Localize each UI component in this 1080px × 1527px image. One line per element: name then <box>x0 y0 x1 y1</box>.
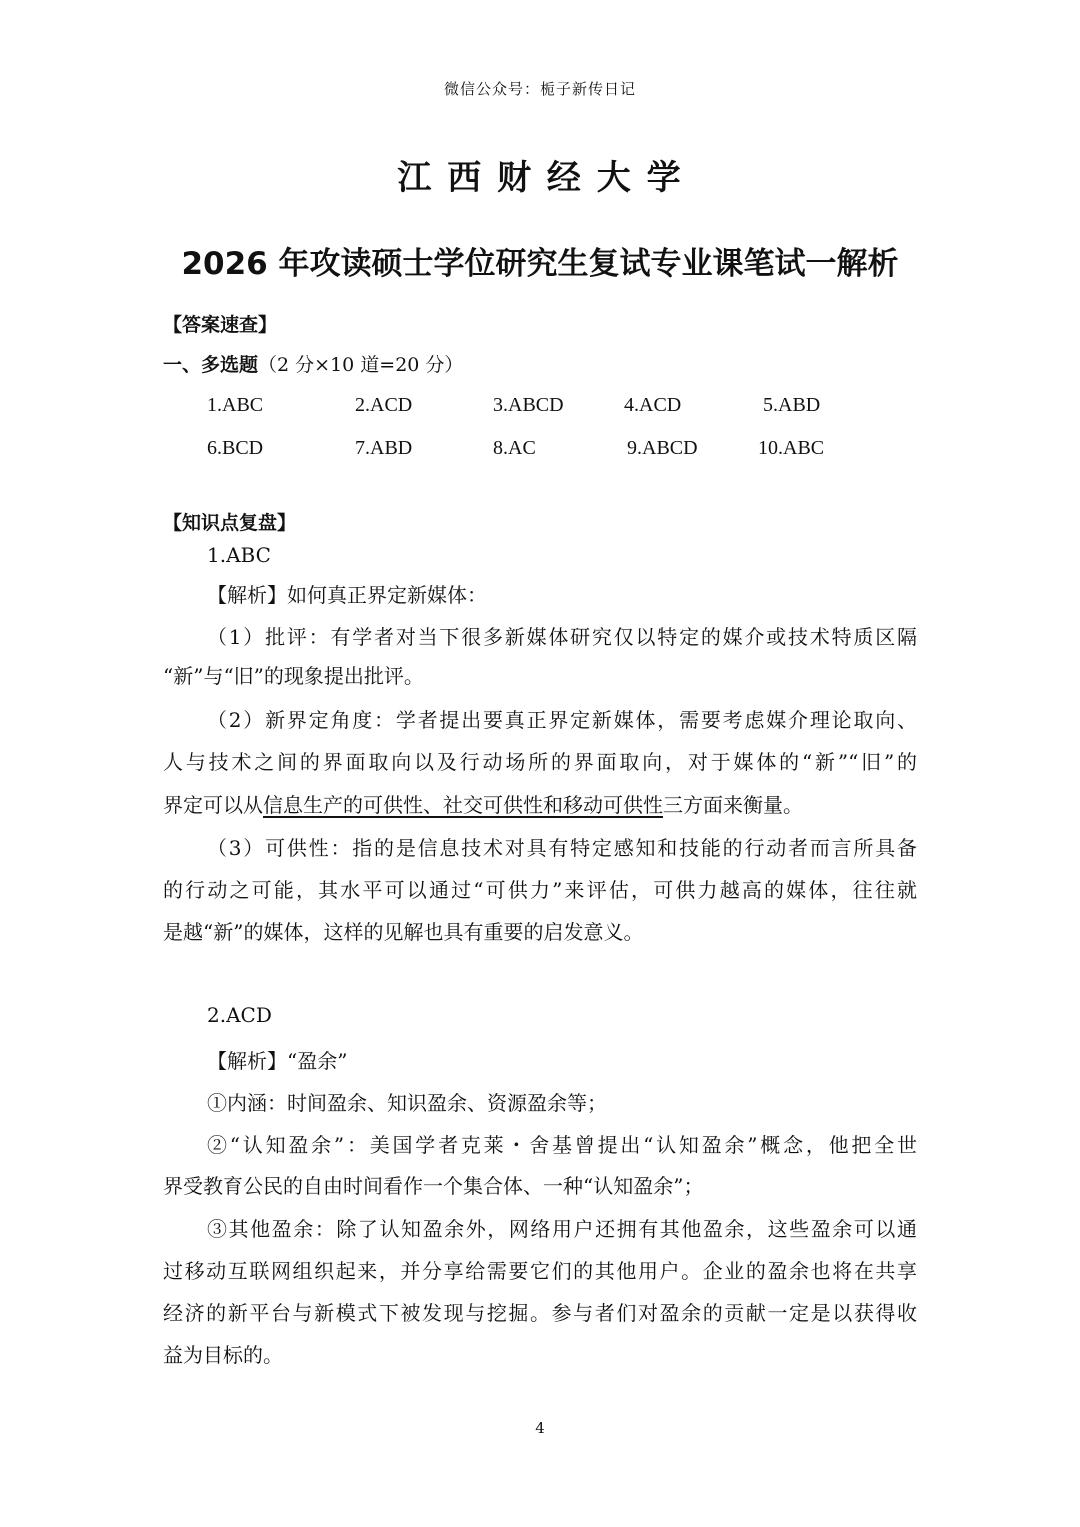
answers-heading: 【答案速查】 <box>163 314 278 336</box>
answer-item: 9.ABCD <box>627 437 698 459</box>
answer-item: 4.ACD <box>624 394 682 416</box>
q1-label: 1.ABC <box>207 543 271 567</box>
q1-p2-underlined: 信息生产的可供性、社交可供性和移动可供性 <box>263 793 663 817</box>
section-title-bold: 一、多选题 <box>163 354 259 376</box>
q1-paragraph-3: （3）可供性：指的是信息技术对具有特定感知和技能的行动者而言所具备 <box>207 836 917 860</box>
q2-paragraph-3-cont: 过移动互联网组织起来，并分享给需要它们的其他用户。企业的盈余也将在共享 <box>163 1259 917 1283</box>
q2-paragraph-2: ②“认知盈余”：美国学者克莱・舍基曾提出“认知盈余”概念，他把全世 <box>207 1133 917 1157</box>
q2-paragraph-3-end: 益为目标的。 <box>163 1343 283 1367</box>
section-title-note: （2 分×10 道=20 分） <box>258 354 464 376</box>
q1-paragraph-3-cont: 的行动之可能，其水平可以通过“可供力”来评估，可供力越高的媒体，往往就 <box>163 878 917 902</box>
page-number: 4 <box>535 1419 545 1437</box>
q1-p2-post: 三方面来衡量。 <box>663 793 803 817</box>
q2-paragraph-3-cont2: 经济的新平台与新模式下被发现与挖掘。参与者们对盈余的贡献一定是以获得收 <box>163 1301 917 1325</box>
answer-item: 2.ACD <box>355 394 413 416</box>
answer-item: 8.AC <box>493 437 536 459</box>
exam-title: 2026 年攻读硕士学位研究生复试专业课笔试一解析 <box>181 246 899 282</box>
answer-item: 10.ABC <box>758 437 825 459</box>
answer-item: 5.ABD <box>763 394 821 416</box>
wechat-header: 微信公众号：栀子新传日记 <box>443 80 636 98</box>
q1-p2-pre: 界定可以从 <box>163 793 263 817</box>
q1-analysis: 【解析】如何真正界定新媒体： <box>207 583 487 607</box>
answer-item: 6.BCD <box>207 437 264 459</box>
q2-analysis: 【解析】“盈余” <box>207 1049 348 1073</box>
q2-label: 2.ACD <box>207 1003 272 1027</box>
answer-item: 7.ABD <box>355 437 413 459</box>
q1-paragraph-2-end <box>163 789 923 818</box>
q1-paragraph-3-end: 是越“新”的媒体，这样的见解也具有重要的启发意义。 <box>163 920 644 944</box>
q1-paragraph-2: （2）新界定角度：学者提出要真正界定新媒体，需要考虑媒介理论取向、 <box>207 708 917 732</box>
q2-paragraph-1: ①内涵：时间盈余、知识盈余、资源盈余等； <box>207 1091 607 1115</box>
answer-item: 1.ABC <box>207 394 264 416</box>
review-heading: 【知识点复盘】 <box>163 512 297 534</box>
q1-paragraph-1-cont: “新”与“旧”的现象提出批评。 <box>163 664 424 688</box>
q1-paragraph-1: （1）批评：有学者对当下很多新媒体研究仅以特定的媒介或技术特质区隔 <box>207 625 917 649</box>
answer-item: 3.ABCD <box>493 394 564 416</box>
q2-paragraph-3: ③其他盈余：除了认知盈余外，网络用户还拥有其他盈余，这些盈余可以通 <box>207 1217 917 1241</box>
q2-paragraph-2-cont: 界受教育公民的自由时间看作一个集合体、一种“认知盈余”； <box>163 1174 704 1198</box>
school-title: 江 西 财 经 大 学 <box>397 158 683 198</box>
q1-paragraph-2-cont: 人与技术之间的界面取向以及行动场所的界面取向，对于媒体的“新”“旧”的 <box>163 750 917 774</box>
multiple-choice-title <box>163 350 463 377</box>
